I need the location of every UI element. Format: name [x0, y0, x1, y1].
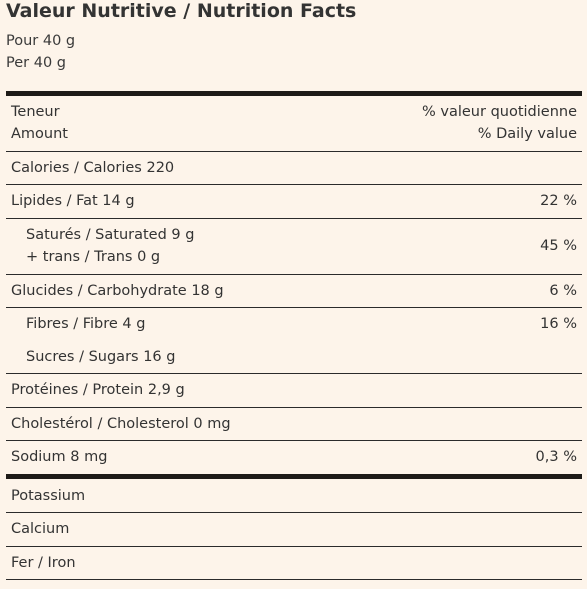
potassium-label: Potassium [11, 488, 86, 504]
calories-label: Calories / Calories 220 [11, 160, 175, 176]
bottom-thick-divider [6, 474, 582, 479]
carbohydrate-label: Glucides / Carbohydrate 18 g [11, 283, 224, 299]
row-divider [6, 184, 582, 185]
sugars-label: Sucres / Sugars 16 g [26, 349, 176, 365]
calcium-label: Calcium [11, 521, 70, 537]
row-divider [6, 407, 582, 408]
amount-header-en: Amount [11, 126, 68, 142]
row-divider [6, 218, 582, 219]
row-divider [6, 512, 582, 513]
row-divider [6, 440, 582, 441]
saturated-label: Saturés / Saturated 9 g [26, 227, 195, 243]
carbohydrate-daily-value: 6 % [549, 283, 577, 299]
serving-size-fr: Pour 40 g [6, 33, 76, 49]
row-divider [6, 151, 582, 152]
fibre-label: Fibres / Fibre 4 g [26, 316, 146, 332]
trans-label: + trans / Trans 0 g [26, 249, 161, 265]
daily-value-header-fr: % valeur quotidienne [422, 104, 577, 120]
row-divider [6, 373, 582, 374]
daily-value-header-en: % Daily value [477, 126, 577, 142]
sodium-daily-value: 0,3 % [535, 449, 577, 465]
fat-daily-value: 22 % [540, 193, 577, 209]
saturated-daily-value: 45 % [540, 238, 577, 254]
fibre-daily-value: 16 % [540, 316, 577, 332]
top-thick-divider [6, 91, 582, 96]
serving-size-en: Per 40 g [6, 55, 66, 71]
row-divider [6, 307, 582, 308]
fat-label: Lipides / Fat 14 g [11, 193, 135, 209]
protein-label: Protéines / Protein 2,9 g [11, 382, 185, 398]
sodium-label: Sodium 8 mg [11, 449, 108, 465]
row-divider [6, 274, 582, 275]
row-divider [6, 579, 582, 580]
cholesterol-label: Cholestérol / Cholesterol 0 mg [11, 416, 231, 432]
amount-header-fr: Teneur [11, 104, 60, 120]
iron-label: Fer / Iron [11, 555, 76, 571]
row-divider [6, 546, 582, 547]
panel-title: Valeur Nutritive / Nutrition Facts [6, 0, 357, 22]
